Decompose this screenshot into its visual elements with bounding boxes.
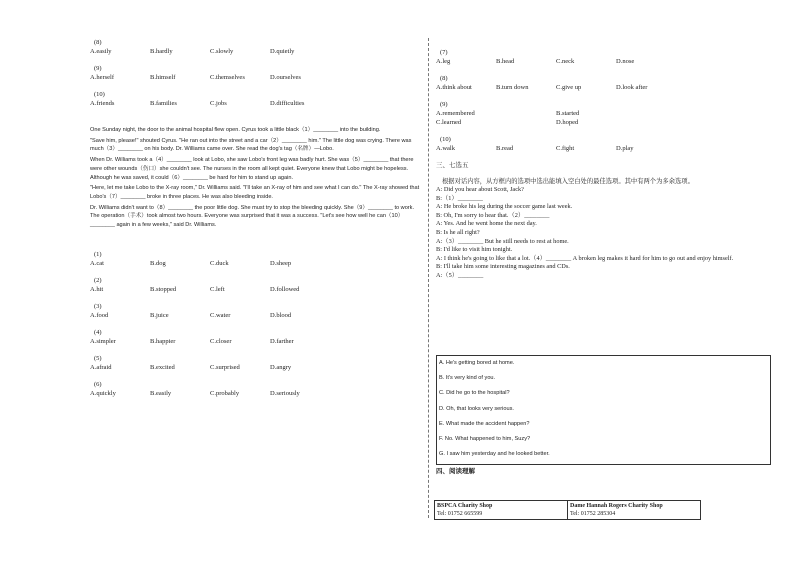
answer-option[interactable]: C.learned [436, 119, 462, 126]
dialogue-line: A: Did you hear about Scott, Jack? [436, 186, 524, 193]
answer-option[interactable]: B.started [556, 110, 580, 117]
answer-options-box [436, 355, 771, 465]
answer-option[interactable]: A.afraid [90, 363, 112, 371]
question-number: (5) [94, 354, 102, 362]
option-item: B. It's very kind of you. [439, 375, 496, 382]
question-block [90, 328, 420, 346]
shop-cell-1 [435, 501, 568, 520]
shop-name: Dame Hannah Rogers Charity Shop [570, 503, 663, 509]
answer-option[interactable]: C.water [210, 311, 231, 319]
table-row [435, 501, 701, 520]
answer-option[interactable]: C.probably [210, 389, 240, 397]
option-row [90, 73, 420, 82]
dialogue-line: B: Is he all right? [436, 228, 480, 236]
question-block [90, 302, 420, 320]
question-block [436, 100, 771, 127]
dialogue-line: A: Yes. And he went home the next day. [436, 220, 537, 228]
option-item: D. Oh, that looks very serious. [439, 405, 514, 412]
dialogue-line: B: Oh, I'm sorry to hear that.（2）________ [436, 211, 550, 219]
question-number: (4) [94, 328, 102, 336]
dialogue-line: B:（1）________ [436, 194, 483, 202]
answer-option[interactable]: B.head [496, 58, 515, 65]
question-block [90, 354, 420, 372]
question-block [90, 276, 420, 294]
question-block [436, 135, 771, 153]
answer-option[interactable]: B.stopped [150, 285, 177, 293]
cloze-passage [90, 126, 420, 230]
answer-option[interactable]: B.juice [150, 311, 169, 319]
question-number: (3) [94, 302, 102, 310]
shop-tel: Tel: 01752 285304 [570, 511, 616, 517]
answer-option[interactable]: D.nose [616, 58, 635, 65]
option-row [90, 337, 420, 346]
question-group-bottom [90, 250, 420, 398]
question-number: (10) [440, 136, 451, 143]
option-item: C. Did he go to the hospital? [439, 390, 510, 397]
left-column [90, 38, 420, 406]
question-block [90, 380, 420, 398]
shop-tel: Tel: 01752 665599 [437, 511, 483, 517]
option-row [436, 118, 771, 127]
answer-option[interactable]: D.play [616, 145, 634, 152]
option-item: A. He's getting bored at home. [439, 360, 515, 366]
option-row [90, 363, 420, 372]
right-column [436, 48, 771, 281]
option-item: G. I saw him yesterday and he looked better. [439, 451, 550, 458]
question-block [90, 90, 420, 108]
section3-heading: 三、七选五 [436, 162, 469, 169]
question-number: (8) [94, 39, 102, 46]
answer-option[interactable]: A.herself [90, 74, 115, 81]
option-row [90, 99, 420, 108]
option-row [436, 144, 771, 153]
question-number: (1) [94, 250, 102, 258]
answer-option[interactable]: A.simpler [90, 337, 116, 345]
answer-option[interactable]: B.happier [150, 337, 176, 345]
dialogue-line: A: He broke his leg during the soccer game last week. [436, 203, 573, 211]
question-group-top [90, 38, 420, 108]
section3-instructions: 根据对话内容，从方框内的选项中选出能填入空白处的最佳选项。其中有两个为多余选项。 [442, 178, 694, 185]
passage-paragraph-2: "Save him, please!" shouted Cyrus. "He ran out into the street and a car（2）________ him." The little dog was crying. There was much（3）________ on his body. Dr. Williams came over. She read the dog's tag（名牌）—Lobo. [90, 137, 412, 153]
column-divider [428, 38, 429, 518]
question-block [436, 74, 771, 92]
question-number: (9) [440, 101, 448, 108]
dialogue-line: A:（3）________ But he still needs to rest at home. [436, 237, 569, 245]
dialogue [436, 186, 771, 281]
answer-option[interactable]: C.themselves [210, 74, 245, 81]
question-number: (7) [440, 49, 448, 56]
option-row [90, 389, 420, 398]
answer-option[interactable]: B.himself [150, 74, 176, 81]
answer-option[interactable]: D.ourselves [270, 74, 301, 81]
answer-option[interactable]: C.left [210, 285, 225, 293]
answer-option[interactable]: B.read [496, 145, 514, 152]
passage-paragraph-1: One Sunday night, the door to the animal hospital flew open. Cyrus took a little black（1）________ into the building. [90, 127, 381, 133]
dialogue-line: A:（5）________ [436, 271, 484, 279]
option-row [90, 311, 420, 320]
answer-option[interactable]: A.think about [436, 84, 472, 91]
answer-option[interactable]: A.remembered [436, 110, 475, 117]
answer-option[interactable]: C.duck [210, 259, 229, 267]
option-row [90, 285, 420, 294]
answer-option[interactable]: A.easily [90, 48, 112, 55]
answer-option[interactable]: D.look after [616, 84, 648, 91]
question-block [90, 64, 420, 82]
answer-option[interactable]: A.quickly [90, 389, 116, 397]
question-group-right [436, 48, 771, 153]
shop-name: BSPCA Charity Shop [437, 503, 493, 509]
answer-option[interactable]: B.excited [150, 363, 175, 371]
dialogue-line: B: I'll take him some interesting magazines and CDs. [436, 263, 570, 271]
shop-cell-2 [568, 501, 701, 520]
option-item: E. What made the accident happen? [439, 420, 530, 427]
charity-shops-table [434, 500, 701, 520]
section4-heading: 四、阅读理解 [436, 468, 475, 475]
option-row [90, 259, 420, 268]
answer-option[interactable]: C.closer [210, 337, 232, 345]
answer-option[interactable]: D.seriously [270, 389, 300, 397]
dialogue-line: A: I think he's going to like that a lot.（4）________ A broken leg makes it hard for him to go out and enjoy himself. [436, 254, 734, 262]
passage-paragraph-5: Dr. Williams didn't want to（8）________ the poor little dog. She must try to stop the bleeding quickly. She（9）________ to work. The operation（手术）took almost two hours. Everyone was surprised that it was a success. "Let's see how well he can（10）________ again in a few weeks," said Dr. Williams. [90, 204, 415, 229]
answer-option[interactable]: A.cat [90, 259, 104, 267]
answer-option[interactable]: D.blood [270, 311, 292, 319]
option-item: F. No. What happened to him, Suzy? [439, 435, 531, 442]
answer-option[interactable]: C.fight [556, 145, 575, 152]
answer-option[interactable]: B.families [150, 100, 177, 107]
option-row [436, 83, 771, 92]
answer-option[interactable]: C.surprised [210, 363, 240, 371]
answer-option[interactable]: B.dog [150, 259, 166, 267]
option-row [436, 109, 771, 118]
answer-option[interactable]: D.followed [270, 285, 300, 293]
answer-option[interactable]: B.hardly [150, 48, 173, 55]
option-row [436, 57, 771, 66]
answer-option[interactable]: C.slowly [210, 48, 234, 55]
answer-option[interactable]: A.friends [90, 100, 115, 107]
option-row [90, 47, 420, 56]
answer-option[interactable]: D.angry [270, 363, 292, 371]
dialogue-line: B: I'd like to visit him tonight. [436, 246, 513, 254]
answer-option[interactable]: D.sheep [270, 259, 292, 267]
passage-paragraph-3: When Dr. Williams took a（4）________ look at Lobo, she saw Lobo's front leg was badly hurt. She was（5）________ that there were other wounds（伤口）she couldn't see. The nurses in the room all kept quiet. Everyone knew that Lobo might be hopeless. Although he was saved, it could（6）________ be hard for him to stand up again. [90, 157, 414, 181]
question-number: (8) [440, 75, 448, 82]
answer-option[interactable]: A.leg [436, 58, 451, 65]
answer-option[interactable]: D.quietly [270, 48, 295, 55]
question-number: (10) [94, 91, 105, 98]
answer-option[interactable]: D.hoped [556, 119, 579, 126]
question-block [90, 38, 420, 56]
answer-option[interactable]: A.food [90, 311, 109, 319]
answer-option[interactable]: A.walk [436, 145, 455, 152]
answer-option[interactable]: C.jobs [210, 100, 227, 107]
question-number: (9) [94, 65, 102, 72]
answer-option[interactable]: C.neck [556, 58, 575, 65]
answer-option[interactable]: D.difficulties [270, 100, 305, 107]
question-number: (2) [94, 276, 102, 284]
question-number: (6) [94, 380, 102, 388]
answer-option[interactable]: A.hit [90, 285, 104, 293]
question-block [436, 48, 771, 66]
answer-option[interactable]: B.turn down [496, 84, 529, 91]
answer-option[interactable]: B.easily [150, 389, 172, 397]
question-block [90, 250, 420, 268]
answer-option[interactable]: D.farther [270, 337, 294, 345]
passage-paragraph-4: "Here, let me take Lobo to the X-ray room," Dr. Williams said. "I'll take an X-ray of him and see what I can do." The X-ray showed that Lobo's（7）________ broke in three places. He was also bleeding inside. [90, 185, 420, 200]
answer-option[interactable]: C.give up [556, 84, 582, 91]
